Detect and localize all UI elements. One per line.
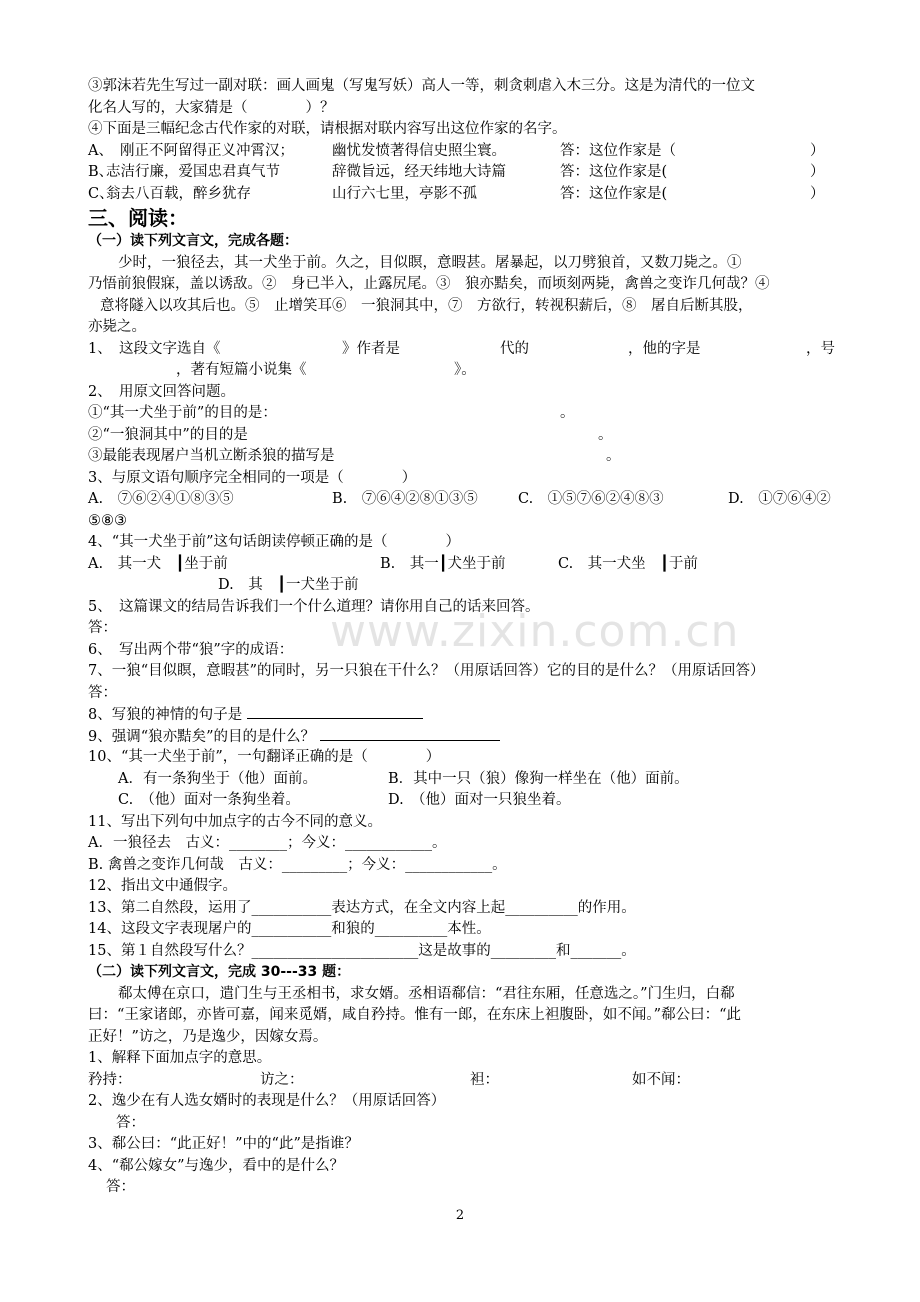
answer-label: 答： <box>88 620 117 636</box>
q1-part: ，他的字是 <box>628 340 701 357</box>
q1-part: 》作者是 <box>342 340 400 357</box>
reading2-question-1-items <box>88 1070 848 1092</box>
couplet-label: A、 <box>88 142 113 159</box>
q1-part: 》。 <box>454 362 476 378</box>
q2-1-text: ①“其一犬坐于前”的目的是： <box>88 405 277 421</box>
passage1-line: 乃悟前狼假寐，盖以诱敌。② 身已半入，止露尻尾。③ 狼亦黠矣，而顷刻两毙，禽兽之变诈几何哉？④ <box>88 276 770 292</box>
question-4-options-2 <box>88 575 848 597</box>
q10-option-a: A．有一条狗坐于（他）面前。 <box>118 770 317 787</box>
question-2-3 <box>88 446 848 468</box>
question-1-cont <box>88 360 848 382</box>
section-title: 三、阅读： <box>88 206 188 230</box>
question-5: 5、 这篇课文的结局告诉我们一个什么道理？请你用自己的话来回答。 <box>88 598 540 615</box>
question-10-options-1 <box>88 769 848 791</box>
exam-page <box>88 76 848 1199</box>
watermark: www.zixin.com.cn <box>330 606 740 657</box>
answer-blank <box>320 726 500 741</box>
q10-option-d: D. （他）面对一只狼坐着。 <box>388 792 571 808</box>
passage2-line: 正好！”访之，乃是逸少，因嫁女焉。 <box>88 1028 328 1045</box>
q10-option-c: C. （他）面对一条狗坐着。 <box>118 792 300 808</box>
q4-option-d: D. 其 ┃一犬坐于前 <box>218 577 359 593</box>
couplet-row-a <box>88 141 848 163</box>
q2-3-period: 。 <box>606 448 621 464</box>
passage1-line: 少时，一狼径去，其一犬坐于前。久之，目似瞑，意暇甚。屠暴起，以刀劈狼首，又数刀毙之。① <box>118 254 742 271</box>
subsection-title-1: （一）读下列文言文，完成各题： <box>88 233 298 249</box>
passage2-line: 郗太傅在京口，遣门生与王丞相书，求女婿。丞相语郗信：“君往东厢，任意选之。”门生归，白郗 <box>118 985 735 1002</box>
question-4-options <box>88 554 848 576</box>
couplet-row-c <box>88 184 848 206</box>
q3-option-d: D. ①⑦⑥④② <box>728 491 831 507</box>
question-3-options <box>88 489 848 511</box>
q8-text: 8、写狼的神情的句子是 <box>88 707 243 723</box>
q3-option-c: C. ①⑤⑦⑥②④⑧③ <box>518 491 664 507</box>
r1-item: 袒： <box>470 1071 499 1088</box>
question-3: 3、与原文语句顺序完全相同的一项是（ ） <box>88 469 417 486</box>
question-14: 14、这段文字表现屠户的___________和狼的__________本性。 <box>88 921 491 937</box>
couplet-left: 刚正不阿留得正义冲霄汉； <box>120 142 294 159</box>
passage2-line: 曰：“王家诸郎，亦皆可嘉，闻来觅婿，咸自矜持。惟有一郎，在东床上袒腹卧，如不闻。”郗公曰：“此 <box>88 1007 741 1023</box>
couplet-close: ） <box>810 142 825 159</box>
q1-part: 代的 <box>500 340 529 357</box>
q1-part: ，号 <box>806 340 835 357</box>
question-11: 11、写出下列句中加点字的古今不同的意义。 <box>88 813 382 830</box>
passage1-line: 亦毙之。 <box>88 319 146 335</box>
q1-part: 1、 这段文字选自《 <box>88 340 221 357</box>
r1-item: 访之： <box>260 1071 304 1088</box>
question-7: 7、一狼“目似瞑，意暇甚”的同时，另一只狼在干什么？（用原话回答）它的目的是什么？（用原话回答） <box>88 663 765 679</box>
question-12: 12、指出文中通假字。 <box>88 878 237 894</box>
reading2-question-4: 4、“郗公嫁女”与逸少，看中的是什么？ <box>88 1157 345 1174</box>
q2-3-text: ③最能表现屠户当机立断杀狼的描写是 <box>88 448 335 464</box>
couplet-label: B、 <box>88 164 114 180</box>
answer-label: 答： <box>116 1114 145 1131</box>
couplet-right: 幽忧发愤著得信史照尘寰。 <box>332 142 506 159</box>
q2-2-text: ②“一狼洞其中”的目的是 <box>88 426 248 443</box>
question-11-a: A．一狼径去 古义：________；今义：____________。 <box>88 835 447 851</box>
q3-option-b: B. ⑦⑥④②⑧①③⑤ <box>332 491 478 507</box>
couplet-answer: 答：这位作家是（ <box>560 142 676 159</box>
couplet-left: 志洁行廉，爱国忠君真气节 <box>106 164 280 180</box>
couplet-answer: 答：这位作家是( <box>560 164 668 180</box>
reading2-question-3: 3、郗公曰：“此正好！”中的“此”是指谁？ <box>88 1136 359 1152</box>
answer-label: 答： <box>106 1179 135 1195</box>
subsection-title-2: （二）读下列文言文，完成 30---33 题： <box>88 964 351 980</box>
q3-line2: 化名人写的，大家猜是（ ）？ <box>88 99 335 116</box>
couplet-right: 辞微旨远，经天纬地大诗篇 <box>332 164 506 180</box>
q4-option-a: A. 其一犬 ┃坐于前 <box>88 555 228 572</box>
question-10-options-2 <box>88 790 848 812</box>
question-15: 15、第１自然段写什么？_______________________这是故事的_________和_______。 <box>88 942 636 959</box>
r1-item: 矜持： <box>88 1071 132 1088</box>
q10-option-b: B．其中一只（狼）像狗一样坐在（他）面前。 <box>388 770 689 787</box>
question-3-option-d-cont: ⑤⑧③ <box>88 512 127 529</box>
question-11-b: B. 禽兽之变诈几何哉 古义：_________；今义：____________。 <box>88 856 507 873</box>
question-2-2 <box>88 425 848 447</box>
answer-label: 答： <box>88 684 117 701</box>
q3-option-a: A. ⑦⑥②④①⑧③⑤ <box>88 491 234 507</box>
question-13: 13、第二自然段，运用了___________表达方式，在全文内容上起__________的作用。 <box>88 899 636 916</box>
reading2-question-2: 2、逸少在有人选女婿时的表现是什么？（用原话回答） <box>88 1093 446 1109</box>
question-2-1 <box>88 403 848 425</box>
q9-text: 9、强调“狼亦黠矣”的目的是什么？ <box>88 728 316 745</box>
q4-option-c: C. 其一犬坐 ┃于前 <box>558 555 698 572</box>
question-4: 4、“其一犬坐于前”这句话朗读停顿正确的是（ ） <box>88 534 461 550</box>
question-8 <box>88 704 848 726</box>
question-2: 2、 用原文回答问题。 <box>88 383 235 400</box>
couplet-row-b <box>88 162 848 184</box>
question-10: 10、“其一犬坐于前”，一句翻译正确的是（ ） <box>88 749 441 765</box>
couplet-right: 山行六七里，亭影不孤 <box>332 185 477 202</box>
question-6: 6、 写出两个带“狼”字的成语： <box>88 641 294 658</box>
r1-item: 如不闻： <box>632 1071 690 1088</box>
question-9 <box>88 726 848 748</box>
q1-part: ，著有短篇小说集《 <box>176 362 307 378</box>
q4-stem: ④下面是三幅纪念古代作家的对联，请根据对联内容写出这位作家的名字。 <box>88 121 567 137</box>
answer-blank <box>247 704 423 719</box>
q3-line1: ③郭沫若先生写过一副对联：画人画鬼（写鬼写妖）高人一等，刺贪刺虐入木三分。这是为清代的一位文 <box>88 78 755 94</box>
couplet-close: ） <box>810 185 825 202</box>
question-1 <box>88 339 848 361</box>
q2-2-period: 。 <box>598 426 613 443</box>
reading2-question-1: 1、解释下面加点字的意思。 <box>88 1050 272 1066</box>
page-number: 2 <box>455 1208 465 1223</box>
couplet-answer: 答：这位作家是( <box>560 185 668 202</box>
couplet-close: ） <box>810 164 825 180</box>
q2-1-period: 。 <box>560 405 575 421</box>
passage1-line: 意将隧入以攻其后也。⑤ 止增笑耳⑥ 一狼洞其中，⑦ 方欲行，转视积薪后，⑧ 屠自后断其股， <box>100 297 753 314</box>
q4-option-b: B. 其一┃犬坐于前 <box>380 555 506 572</box>
couplet-label: C、 <box>88 185 114 202</box>
couplet-left: 翁去八百载，醉乡犹存 <box>106 185 251 202</box>
